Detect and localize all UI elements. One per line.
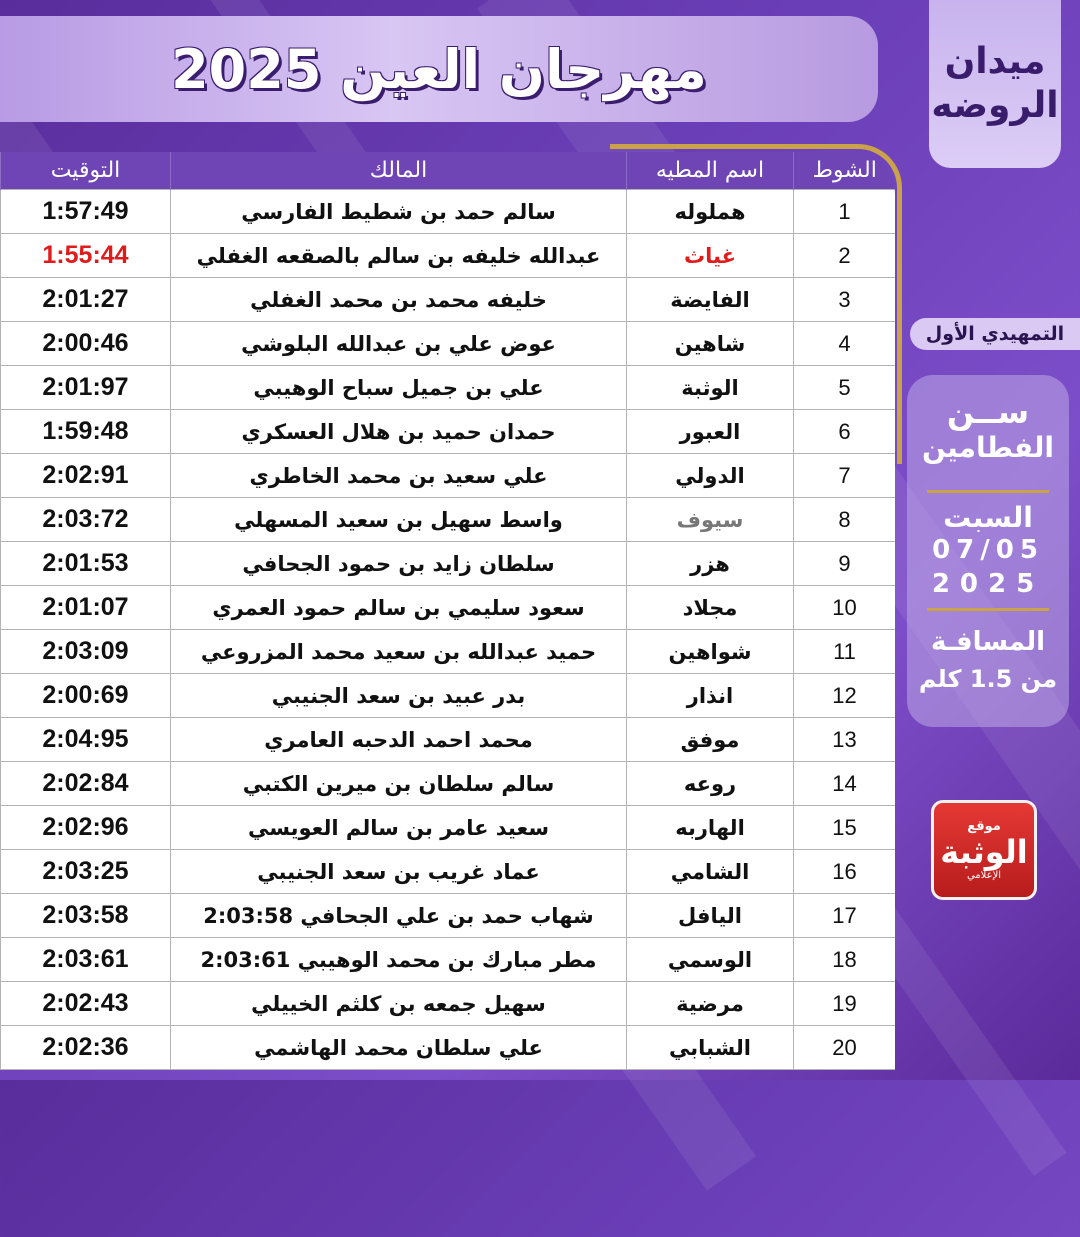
time-cell: 2:00:69	[1, 674, 171, 718]
round-number-cell: 14	[794, 762, 896, 806]
owner-cell: عوض علي بن عبدالله البلوشي	[171, 322, 627, 366]
table-header-row	[1, 152, 896, 190]
alwathba-logo	[931, 800, 1037, 900]
round-number-cell: 13	[794, 718, 896, 762]
owner-cell: سعيد عامر بن سالم العويسي	[171, 806, 627, 850]
separator	[927, 608, 1049, 611]
venue-line-1: ميدان	[944, 41, 1046, 82]
time-cell: 2:03:72	[1, 498, 171, 542]
column-header-time: التوقيت	[1, 152, 171, 190]
column-header-camel: اسم المطيه	[627, 152, 794, 190]
time-cell: 2:03:61	[1, 938, 171, 982]
results-table-container	[0, 152, 895, 1080]
camel-name-cell: هزر	[627, 542, 794, 586]
table-row	[1, 718, 896, 762]
round-number-cell: 3	[794, 278, 896, 322]
table-row	[1, 190, 896, 234]
camel-name-cell: الوثبة	[627, 366, 794, 410]
round-number-cell: 18	[794, 938, 896, 982]
camel-name-cell: مرضية	[627, 982, 794, 1026]
table-row	[1, 894, 896, 938]
table-row	[1, 630, 896, 674]
round-number-cell: 2	[794, 234, 896, 278]
time-cell: 2:02:96	[1, 806, 171, 850]
camel-name-cell: العبور	[627, 410, 794, 454]
table-row	[1, 278, 896, 322]
camel-name-cell: هملوله	[627, 190, 794, 234]
logo-small-text: موقع	[967, 819, 1001, 834]
round-number-cell: 5	[794, 366, 896, 410]
round-number-cell: 10	[794, 586, 896, 630]
table-row	[1, 454, 896, 498]
info-panel	[907, 375, 1069, 727]
time-cell: 2:01:97	[1, 366, 171, 410]
distance-value: من 1.5 كلم	[918, 665, 1058, 693]
camel-name-cell: موفق	[627, 718, 794, 762]
date-line-2: 2025	[931, 569, 1045, 599]
table-row	[1, 762, 896, 806]
round-number-cell: 8	[794, 498, 896, 542]
camel-name-cell: روعه	[627, 762, 794, 806]
separator	[927, 490, 1049, 493]
time-cell: 2:02:43	[1, 982, 171, 1026]
camel-name-cell: شواهين	[627, 630, 794, 674]
round-number-cell: 7	[794, 454, 896, 498]
time-cell: 2:03:09	[1, 630, 171, 674]
round-number-cell: 17	[794, 894, 896, 938]
logo-tiny-text: الإعلامي	[966, 870, 1002, 881]
table-row	[1, 806, 896, 850]
owner-cell: علي بن جميل سباح الوهيبي	[171, 366, 627, 410]
table-row	[1, 850, 896, 894]
age-line-2: الفطامين	[921, 431, 1054, 464]
logo-main-text: الوثبة	[940, 833, 1028, 871]
round-number-cell: 1	[794, 190, 896, 234]
table-row	[1, 938, 896, 982]
owner-cell: عبدالله خليفه بن سالم بالصقعه الغفلي	[171, 234, 627, 278]
table-row	[1, 234, 896, 278]
time-cell: 2:00:46	[1, 322, 171, 366]
camel-name-cell: الفايضة	[627, 278, 794, 322]
round-number-cell: 12	[794, 674, 896, 718]
table-row	[1, 322, 896, 366]
time-cell: 2:03:58	[1, 894, 171, 938]
round-number-cell: 11	[794, 630, 896, 674]
table-row	[1, 542, 896, 586]
date-line-1: 07/05	[932, 535, 1044, 565]
time-cell: 1:59:48	[1, 410, 171, 454]
results-table	[0, 152, 895, 1070]
camel-name-cell: غياث	[627, 234, 794, 278]
owner-cell: شهاب حمد بن علي الجحافي 2:03:58	[171, 894, 627, 938]
round-number-cell: 6	[794, 410, 896, 454]
owner-cell: حميد عبدالله بن سعيد محمد المزروعي	[171, 630, 627, 674]
owner-cell: سهيل جمعه بن كلثم الخييلي	[171, 982, 627, 1026]
owner-cell: حمدان حميد بن هلال العسكري	[171, 410, 627, 454]
time-cell: 2:01:07	[1, 586, 171, 630]
round-number-cell: 20	[794, 1026, 896, 1070]
camel-name-cell: انذار	[627, 674, 794, 718]
title-banner	[0, 16, 878, 122]
camel-name-cell: الشامي	[627, 850, 794, 894]
camel-name-cell: مجلاد	[627, 586, 794, 630]
owner-cell: سالم سلطان بن ميرين الكتبي	[171, 762, 627, 806]
round-number-cell: 19	[794, 982, 896, 1026]
owner-cell: بدر عبيد بن سعد الجنيبي	[171, 674, 627, 718]
owner-cell: سالم حمد بن شطيط الفارسي	[171, 190, 627, 234]
camel-name-cell: الدولي	[627, 454, 794, 498]
owner-cell: مطر مبارك بن محمد الوهيبي 2:03:61	[171, 938, 627, 982]
venue-badge	[929, 0, 1061, 168]
camel-name-cell: الوسمي	[627, 938, 794, 982]
time-cell: 1:55:44	[1, 234, 171, 278]
owner-cell: عماد غريب بن سعد الجنيبي	[171, 850, 627, 894]
owner-cell: محمد احمد الدحبه العامري	[171, 718, 627, 762]
camel-name-cell: شاهين	[627, 322, 794, 366]
column-header-owner: المالك	[171, 152, 627, 190]
round-number-cell: 16	[794, 850, 896, 894]
round-number-cell: 15	[794, 806, 896, 850]
table-row	[1, 586, 896, 630]
owner-cell: واسط سهيل بن سعيد المسهلي	[171, 498, 627, 542]
time-cell: 2:02:84	[1, 762, 171, 806]
table-body	[1, 190, 896, 1070]
day-label: السبت	[943, 501, 1033, 534]
age-line-1: ســن	[946, 393, 1030, 431]
column-header-round: الشوط	[794, 152, 896, 190]
table-row	[1, 498, 896, 542]
owner-cell: خليفه محمد بن محمد الغفلي	[171, 278, 627, 322]
table-row	[1, 410, 896, 454]
time-cell: 2:03:25	[1, 850, 171, 894]
time-cell: 2:02:36	[1, 1026, 171, 1070]
camel-name-cell: الشبابي	[627, 1026, 794, 1070]
camel-name-cell: اليافل	[627, 894, 794, 938]
camel-name-cell: سيوف	[627, 498, 794, 542]
venue-line-2: الروضه	[931, 85, 1059, 126]
time-cell: 1:57:49	[1, 190, 171, 234]
time-cell: 2:01:27	[1, 278, 171, 322]
round-number-cell: 9	[794, 542, 896, 586]
owner-cell: علي سلطان محمد الهاشمي	[171, 1026, 627, 1070]
owner-cell: سعود سليمي بن سالم حمود العمري	[171, 586, 627, 630]
owner-cell: سلطان زايد بن حمود الجحافي	[171, 542, 627, 586]
table-row	[1, 1026, 896, 1070]
table-row	[1, 366, 896, 410]
time-cell: 2:02:91	[1, 454, 171, 498]
camel-name-cell: الهاربه	[627, 806, 794, 850]
distance-label: المسافـة	[930, 627, 1045, 657]
table-row	[1, 982, 896, 1026]
table-row	[1, 674, 896, 718]
round-number-cell: 4	[794, 322, 896, 366]
time-cell: 2:04:95	[1, 718, 171, 762]
stage-label: التمهيدي الأول	[910, 318, 1080, 350]
page-title: مهرجان العين 2025	[171, 37, 707, 101]
time-cell: 2:01:53	[1, 542, 171, 586]
owner-cell: علي سعيد بن محمد الخاطري	[171, 454, 627, 498]
